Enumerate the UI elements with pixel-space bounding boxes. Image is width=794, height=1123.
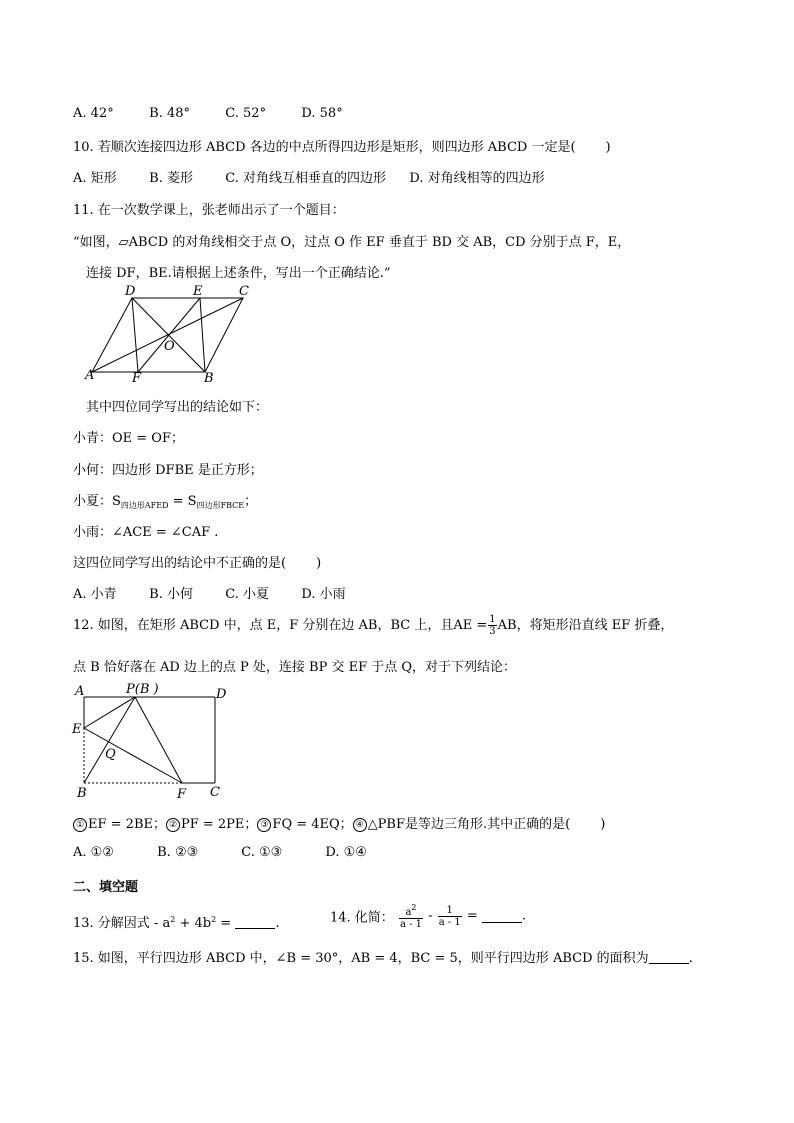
q9-option-a: A. 42° — [73, 106, 114, 121]
q11-label-o: O — [164, 339, 175, 354]
q11-option-d: D. 小雨 — [301, 587, 346, 602]
q11-quote-line1: “如图，▱ABCD 的对角线相交于点 O，过点 O 作 EF 垂直于 BD 交 AB，CD 分别于点 F，E， — [73, 235, 631, 250]
q10-stem: 10. 若顺次连接四边形 ABCD 各边的中点所得四边形是矩形，则四边形 ABCD 一定是( ) — [73, 140, 611, 155]
q13: 13. 分解因式 - $a^2 + 4b^2$ = . — [73, 915, 280, 931]
q10-option-a: A. 矩形 — [73, 171, 117, 186]
q12-rectangle-figure — [68, 680, 238, 802]
q10-option-c: C. 对角线互相垂直的四边形 — [225, 171, 387, 186]
q11-options — [73, 583, 346, 602]
q12-conclusions: ① EF = 2BE； ② PF = 2PE； ③ FQ = 4EQ； ④ △PBF是等边三角形.其中正确的是( ) — [73, 813, 605, 832]
q11-question: 这四位同学写出的结论中不正确的是( ) — [73, 556, 322, 571]
q12-label-d: D — [216, 687, 227, 702]
q11-intro: 其中四位同学写出的结论如下： — [86, 400, 269, 415]
q14-fraction-1: $\frac{a^2}{a - 1}$ — [399, 903, 423, 930]
q11-conclusion-xiaoyu: 小雨：∠ACE = ∠CAF . — [73, 525, 219, 540]
q11-label-a: A — [85, 368, 95, 383]
q12-stem-line2: 点 B 恰好落在 AD 边上的点 P 处，连接 BP 交 EF 于点 Q，对于下列结论： — [73, 660, 517, 675]
q11-parallelogram-figure — [80, 282, 260, 386]
q12-options — [73, 845, 367, 860]
q15: 15. 如图，平行四边形 ABCD 中，∠B = 30°，AB = 4，BC = 5，则平行四边形 ABCD 的面积为 . — [73, 951, 693, 966]
q12-label-e: E — [72, 722, 82, 737]
q12-label-a: A — [75, 684, 85, 699]
q12-label-p: P(B ) — [126, 682, 159, 697]
q12-label-b: B — [77, 786, 87, 801]
q11-conclusion-xiaoqing: 小青：OE = OF； — [73, 431, 184, 446]
q11-conclusion-xiaohe: 小何：四边形 DFBE 是正方形； — [73, 463, 263, 478]
q11-option-c: C. 小夏 — [225, 587, 270, 602]
q11-label-e: E — [193, 284, 203, 299]
q10-option-d: D. 对角线相等的四边形 — [409, 171, 545, 186]
q11-option-a: A. 小青 — [73, 587, 117, 602]
q12-option-d: D. ①④ — [325, 845, 367, 860]
q12-stem: 12. 如图，在矩形 ABCD 中，点 E，F 分别在边 AB，BC 上，且AE = $\frac{1}{3}$ AB，将矩形沿直线 EF 折叠， — [73, 614, 674, 637]
q12-label-c: C — [210, 785, 220, 800]
q14: 14. 化简： $\frac{a^2}{a - 1}$ - $\frac{1}{a - 1}$ = . — [330, 903, 527, 930]
q9-option-c: C. 52° — [225, 106, 267, 121]
q11-label-c: C — [239, 284, 249, 299]
q11-label-d: D — [125, 284, 136, 299]
q10-options — [73, 167, 545, 186]
q12-label-q: Q — [105, 747, 116, 762]
q14-answer-blank[interactable] — [482, 910, 522, 923]
q12-fraction: $\frac{1}{3}$ — [489, 614, 496, 637]
q9-option-d: D. 58° — [301, 106, 343, 121]
q12-option-b: B. ②③ — [157, 845, 199, 860]
q12-label-f: F — [177, 787, 187, 802]
q13-answer-blank[interactable] — [235, 916, 275, 929]
q9-options — [73, 106, 343, 121]
q11-label-b: B — [204, 371, 214, 386]
q14-fraction-2: $\frac{1}{a - 1}$ — [438, 904, 461, 928]
q11-conclusion-xiaoxia: 小夏：$S_{四边形AFED} = S_{四边形FBCE}$； — [73, 494, 258, 510]
q12-option-c: C. ①③ — [241, 845, 283, 860]
q11-label-f: F — [132, 371, 142, 386]
q9-option-b: B. 48° — [149, 106, 191, 121]
q15-answer-blank[interactable] — [649, 951, 689, 964]
q11-quote-line2: 连接 DF，BE.请根据上述条件，写出一个正确结论.” — [86, 266, 391, 281]
q10-option-b: B. 菱形 — [149, 171, 193, 186]
q11-stem: 11. 在一次数学课上，张老师出示了一个题目： — [73, 203, 345, 218]
q11-option-b: B. 小何 — [149, 587, 193, 602]
section-title-fill-blank: 二、填空题 — [73, 880, 139, 895]
q12-option-a: A. ①② — [73, 845, 114, 860]
